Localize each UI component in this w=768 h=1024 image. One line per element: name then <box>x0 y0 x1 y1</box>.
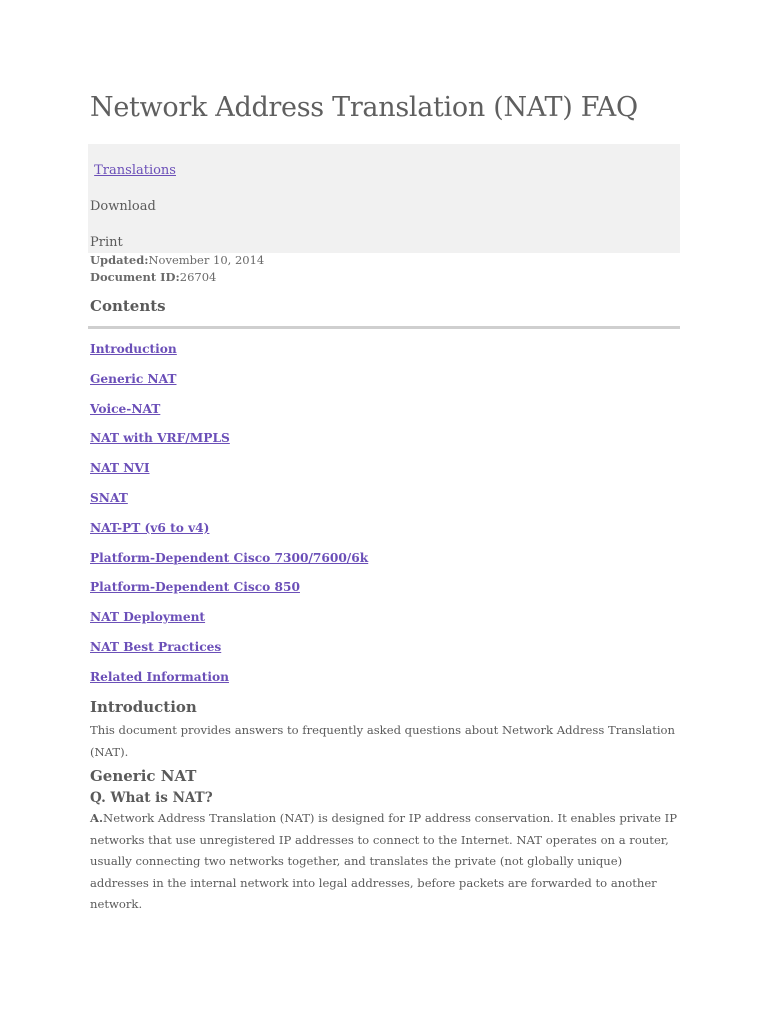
document-id-meta <box>90 270 216 284</box>
toc-link-nat-vrf-mpls[interactable]: NAT with VRF/MPLS <box>90 431 230 446</box>
toc-item <box>90 640 368 670</box>
document-id-label: Document ID: <box>90 270 180 284</box>
toc-item <box>90 431 368 461</box>
translations-link-wrapper <box>90 163 176 178</box>
generic-nat-heading: Generic NAT <box>90 767 197 785</box>
toc-item <box>90 610 368 640</box>
toc-item <box>90 551 368 581</box>
toc-item <box>90 372 368 402</box>
toc-item <box>90 580 368 610</box>
answer-text: Network Address Translation (NAT) is designed for IP address conservation. It enables private IP networks that use unregistered IP addresses to connect to the Internet. NAT operates on a router, usually connecting two networks together, and translates the private (not globally unique) addresses in the internal network into legal addresses, before packets are forwarded to another network. <box>90 811 678 911</box>
document-id-value: 26704 <box>179 270 217 284</box>
introduction-text: This document provides answers to frequently asked questions about Network Address Translation (NAT). <box>90 723 676 759</box>
updated-meta <box>90 253 264 267</box>
toc-link-snat[interactable]: SNAT <box>90 490 128 505</box>
toc-item <box>90 521 368 551</box>
toc-link-voice-nat[interactable]: Voice-NAT <box>90 401 161 416</box>
document-toolbar <box>88 144 680 253</box>
updated-value: November 10, 2014 <box>148 253 265 267</box>
toc-link-nat-pt[interactable]: NAT-PT (v6 to v4) <box>90 520 210 535</box>
toc-item <box>90 342 368 372</box>
introduction-heading: Introduction <box>90 698 197 716</box>
page-title: Network Address Translation (NAT) FAQ <box>90 92 638 123</box>
contents-heading: Contents <box>90 297 166 315</box>
toc-link-nat-best-practices[interactable]: NAT Best Practices <box>90 639 222 654</box>
translations-link[interactable]: Translations <box>94 163 176 178</box>
toc-link-nat-nvi[interactable]: NAT NVI <box>90 461 150 476</box>
toc-item <box>90 491 368 521</box>
toc-link-platform-7300[interactable]: Platform-Dependent Cisco 7300/7600/6k <box>90 550 369 565</box>
toc-link-related-information[interactable]: Related Information <box>90 669 229 684</box>
toc-link-generic-nat[interactable]: Generic NAT <box>90 371 177 386</box>
table-of-contents <box>90 342 368 700</box>
toc-link-platform-850[interactable]: Platform-Dependent Cisco 850 <box>90 580 300 595</box>
toc-link-nat-deployment[interactable]: NAT Deployment <box>90 610 206 625</box>
answer-label: A. <box>90 811 104 825</box>
toc-link-introduction[interactable]: Introduction <box>90 342 177 356</box>
download-button[interactable]: Download <box>90 199 156 214</box>
question-what-is-nat: Q. What is NAT? <box>90 790 213 806</box>
toc-item <box>90 461 368 491</box>
toc-item <box>90 402 368 432</box>
updated-label: Updated: <box>90 253 149 267</box>
print-button[interactable]: Print <box>90 235 123 250</box>
toc-item <box>90 670 368 700</box>
contents-divider <box>88 326 680 329</box>
answer-what-is-nat <box>90 808 680 916</box>
